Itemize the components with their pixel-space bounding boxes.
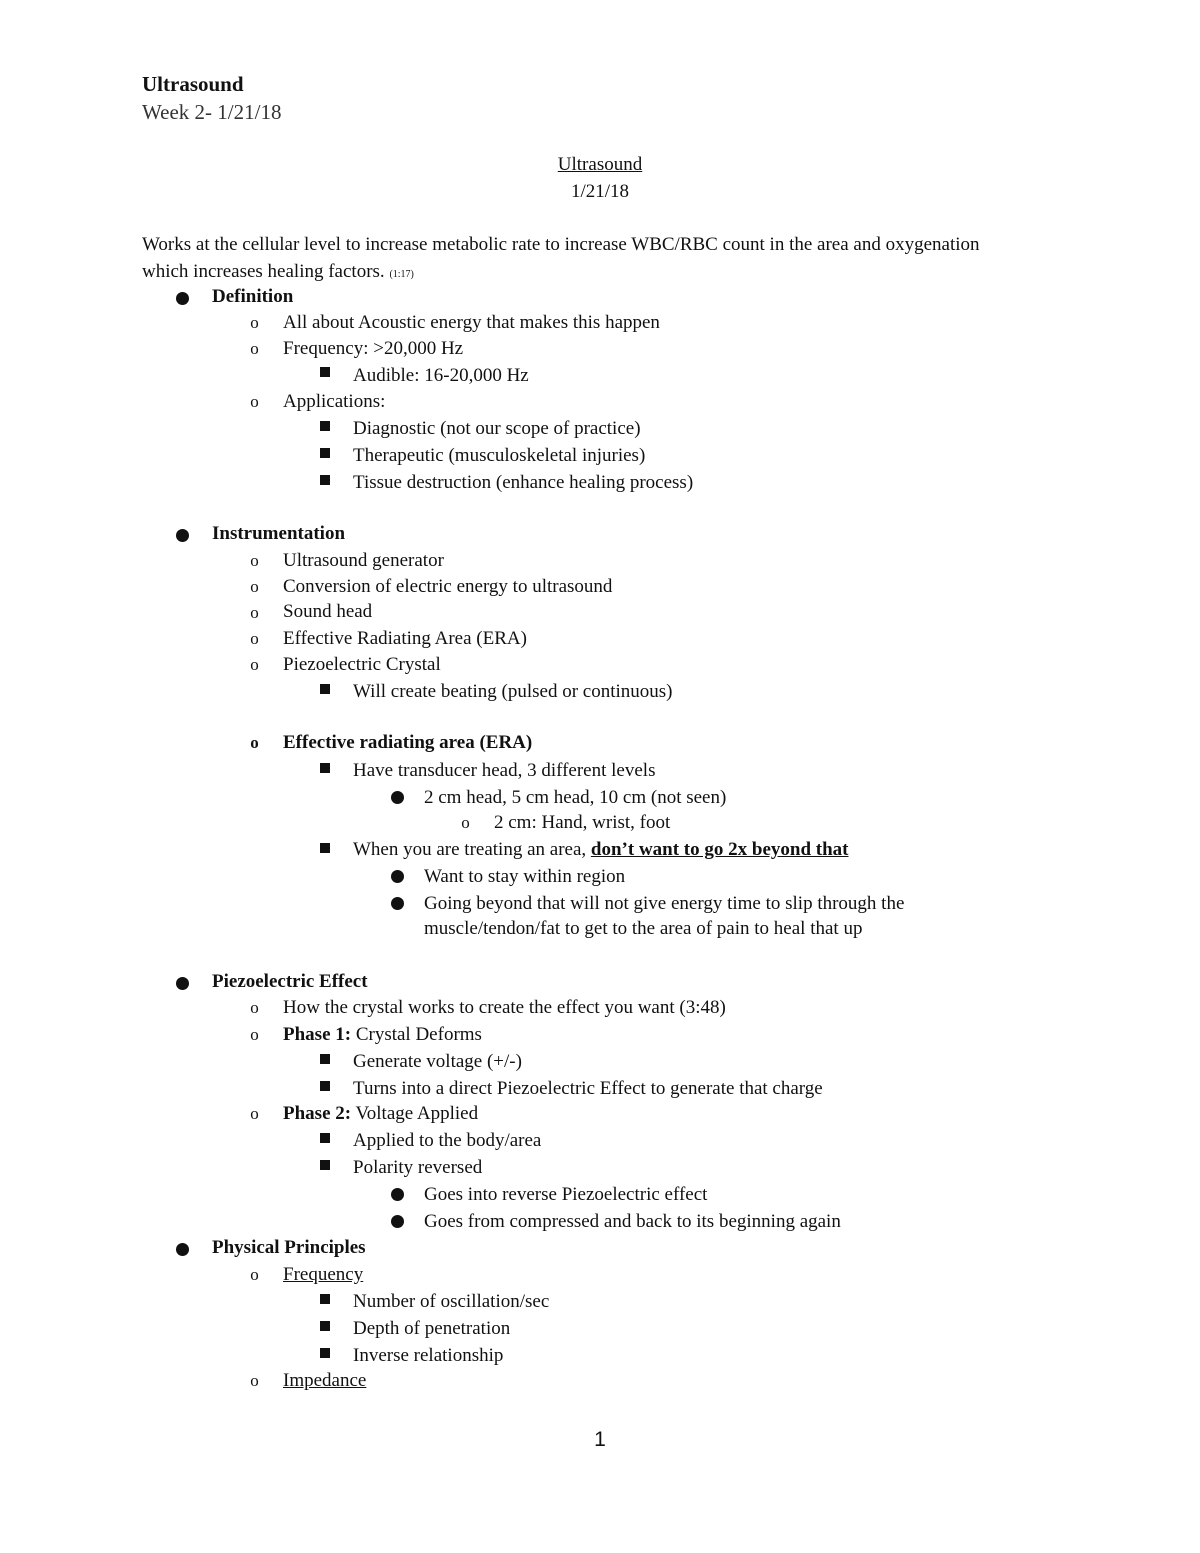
circle-bullet: o — [250, 1025, 259, 1044]
circle-bullet: o — [250, 339, 259, 358]
list-item: Frequency — [283, 1264, 364, 1285]
circle-bullet: o — [250, 998, 259, 1017]
disc-bullet — [391, 1188, 404, 1206]
document-date: 1/21/18 — [570, 181, 630, 202]
section-instrumentation: Instrumentation — [212, 523, 346, 544]
phase1-text: Crystal Deforms — [351, 1024, 482, 1045]
disc-bullet — [176, 1243, 189, 1261]
disc-bullet — [176, 977, 189, 995]
list-item: Goes into reverse Piezoelectric effect — [424, 1184, 708, 1205]
list-item: Inverse relationship — [353, 1345, 504, 1366]
list-item: Conversion of electric energy to ultrasound — [283, 576, 613, 597]
subsection-era: Effective radiating area (ERA) — [283, 732, 533, 753]
circle-bullet: o — [250, 733, 259, 752]
square-bullet — [318, 1051, 331, 1069]
phase2-label: Phase 2: — [283, 1103, 352, 1124]
list-item: 2 cm: Hand, wrist, foot — [494, 812, 671, 833]
list-item: All about Acoustic energy that makes this happen — [283, 312, 660, 333]
list-item: Generate voltage (+/-) — [353, 1051, 522, 1072]
square-bullet — [318, 1157, 331, 1175]
square-bullet — [318, 760, 331, 778]
list-item-continuation: muscle/tendon/fat to get to the area of pain to heal that up — [424, 918, 863, 939]
circle-bullet: o — [461, 813, 470, 832]
document-title: Ultrasound — [557, 154, 643, 175]
intro-text: Works at the cellular level to increase metabolic rate to increase WBC/RBC count in the area and oxygenation which increases healing factors. — [142, 234, 980, 282]
list-item: Effective Radiating Area (ERA) — [283, 628, 527, 649]
disc-bullet — [391, 897, 404, 915]
square-bullet — [318, 1078, 331, 1096]
list-item — [283, 1023, 482, 1047]
list-item: Want to stay within region — [424, 866, 626, 887]
section-piezoelectric-effect: Piezoelectric Effect — [212, 971, 368, 992]
disc-bullet — [176, 529, 189, 547]
list-item — [283, 1102, 478, 1126]
list-item: Have transducer head, 3 different levels — [353, 760, 656, 781]
list-item: Therapeutic (musculoskeletal injuries) — [353, 445, 646, 466]
list-item: Applications: — [283, 391, 386, 412]
circle-bullet: o — [250, 603, 259, 622]
list-item: Diagnostic (not our scope of practice) — [353, 418, 641, 439]
list-item: Tissue destruction (enhance healing process) — [353, 472, 694, 493]
intro-timestamp: (1:17) — [389, 269, 414, 280]
list-item: Applied to the body/area — [353, 1130, 542, 1151]
disc-bullet — [391, 1215, 404, 1233]
list-item: Will create beating (pulsed or continuous) — [353, 681, 673, 702]
circle-bullet: o — [250, 1265, 259, 1284]
list-item: Polarity reversed — [353, 1157, 483, 1178]
circle-bullet: o — [250, 551, 259, 570]
header-subtitle: Week 2- 1/21/18 — [142, 100, 282, 124]
square-bullet — [318, 681, 331, 699]
square-bullet — [318, 1130, 331, 1148]
square-bullet — [318, 445, 331, 463]
section-definition: Definition — [212, 286, 294, 307]
list-item: Impedance — [283, 1370, 367, 1391]
circle-bullet: o — [250, 392, 259, 411]
circle-bullet: o — [250, 577, 259, 596]
phase2-text: Voltage Applied — [351, 1103, 479, 1124]
disc-bullet — [391, 870, 404, 888]
circle-bullet: o — [250, 655, 259, 674]
list-item: Going beyond that will not give energy time to slip through the — [424, 893, 905, 914]
circle-bullet: o — [250, 629, 259, 648]
list-item: 2 cm head, 5 cm head, 10 cm (not seen) — [424, 787, 727, 808]
list-item: Sound head — [283, 601, 373, 622]
circle-bullet: o — [250, 1104, 259, 1123]
list-item — [353, 838, 849, 862]
circle-bullet: o — [250, 313, 259, 332]
list-item: Number of oscillation/sec — [353, 1291, 550, 1312]
list-item: Audible: 16-20,000 Hz — [353, 365, 529, 386]
square-bullet — [318, 1291, 331, 1309]
page-number: 1 — [594, 1428, 606, 1451]
square-bullet — [318, 1318, 331, 1336]
intro-paragraph — [142, 231, 1022, 288]
list-item: Depth of penetration — [353, 1318, 511, 1339]
list-item: Turns into a direct Piezoelectric Effect to generate that charge — [353, 1078, 823, 1099]
phase1-label: Phase 1: — [283, 1024, 352, 1045]
square-bullet — [318, 364, 331, 382]
square-bullet — [318, 418, 331, 436]
header-title: Ultrasound — [142, 72, 244, 96]
disc-bullet — [176, 292, 189, 310]
list-item: Ultrasound generator — [283, 550, 444, 571]
treating-emphasis: don’t want to go 2x beyond that — [590, 839, 849, 860]
square-bullet — [318, 840, 331, 858]
circle-bullet: o — [250, 1371, 259, 1390]
square-bullet — [318, 1345, 331, 1363]
disc-bullet — [391, 791, 404, 809]
list-item: Frequency: >20,000 Hz — [283, 338, 464, 359]
list-item: Piezoelectric Crystal — [283, 654, 441, 675]
treating-text: When you are treating an area, — [353, 839, 591, 860]
list-item: How the crystal works to create the effect you want (3:48) — [283, 997, 726, 1018]
list-item: Goes from compressed and back to its beginning again — [424, 1211, 841, 1232]
section-physical-principles: Physical Principles — [212, 1237, 366, 1258]
square-bullet — [318, 472, 331, 490]
